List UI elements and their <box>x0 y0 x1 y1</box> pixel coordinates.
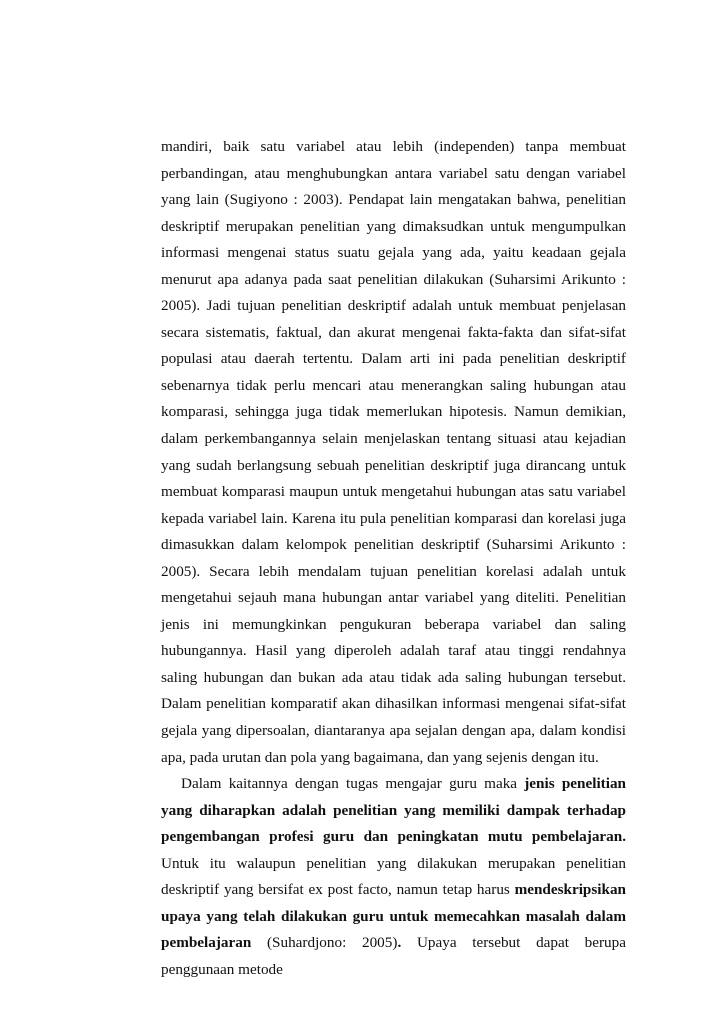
paragraph-2-text: Dalam kaitannya dengan tugas mengajar guru maka <box>181 775 525 793</box>
paragraph-2-text: Untuk itu walaupun penelitian yang dilakukan merupakan penelitian deskriptif yang bersifat ex post facto, namun tetap harus <box>161 854 626 899</box>
paragraph-2-text: Upaya tersebut dapat berupa penggunaan metode <box>161 934 626 978</box>
paragraph-2-citation: (Suhardjono: 2005) <box>251 934 398 952</box>
document-body <box>161 134 626 984</box>
paragraph-2-bold-emphasis: mendeskripsikan upaya yang telah dilakukan guru untuk memecahkan masalah dalam pembelajaran <box>161 881 626 952</box>
paragraph-1: mandiri, baik satu variabel atau lebih (independen) tanpa membuat perbandingan, atau menghubungkan antara variabel satu dengan variabel yang lain (Sugiyono : 2003). Pendapat lain mengatakan bahwa, penelitian deskriptif merupakan penelitian yang dimaksudkan untuk mengumpulkan informasi mengenai status suatu gejala yang ada, yaitu keadaan gejala menurut apa adanya pada saat penelitian dilakukan (Suharsimi Arikunto : 2005). Jadi tujuan penelitian deskriptif adalah untuk membuat penjelasan secara sistematis, faktual, dan akurat mengenai fakta-fakta dan sifat-sifat populasi atau daerah tertentu. Dalam arti ini pada penelitian deskriptif sebenarnya tidak perlu mencari atau menerangkan saling hubungan atau komparasi, sehingga juga tidak memerlukan hipotesis. Namun demikian, dalam perkembangannya selain menjelaskan tentang situasi atau kejadian yang sudah berlangsung sebuah penelitian deskriptif juga dirancang untuk membuat komparasi maupun untuk mengetahui hubungan atas satu variabel kepada variabel lain. Karena itu pula penelitian komparasi dan korelasi juga dimasukkan dalam kelompok penelitian deskriptif (Suharsimi Arikunto : 2005). Secara lebih mendalam tujuan penelitian korelasi adalah untuk mengetahui sejauh mana hubungan antar variabel yang diteliti. Penelitian jenis ini memungkinkan pengukuran beberapa variabel dan saling hubungannya. Hasil yang diperoleh adalah taraf atau tinggi rendahnya saling hubungan dan bukan ada atau tidak ada saling hubungan tersebut. Dalam penelitian komparatif akan dihasilkan informasi mengenai sifat-sifat gejala yang dipersoalan, diantaranya apa sejalan dengan apa, dalam kondisi apa, pada urutan dan pola yang bagaimana, dan yang sejenis dengan itu. <box>161 138 626 766</box>
paragraph-2-bold-period: . <box>397 934 402 952</box>
paragraph-2 <box>161 771 626 983</box>
paragraph-2-bold-emphasis: jenis penelitian yang diharapkan adalah penelitian yang memiliki dampak terhadap pengembangan profesi guru dan peningkatan mutu pembelajaran. <box>161 775 626 846</box>
